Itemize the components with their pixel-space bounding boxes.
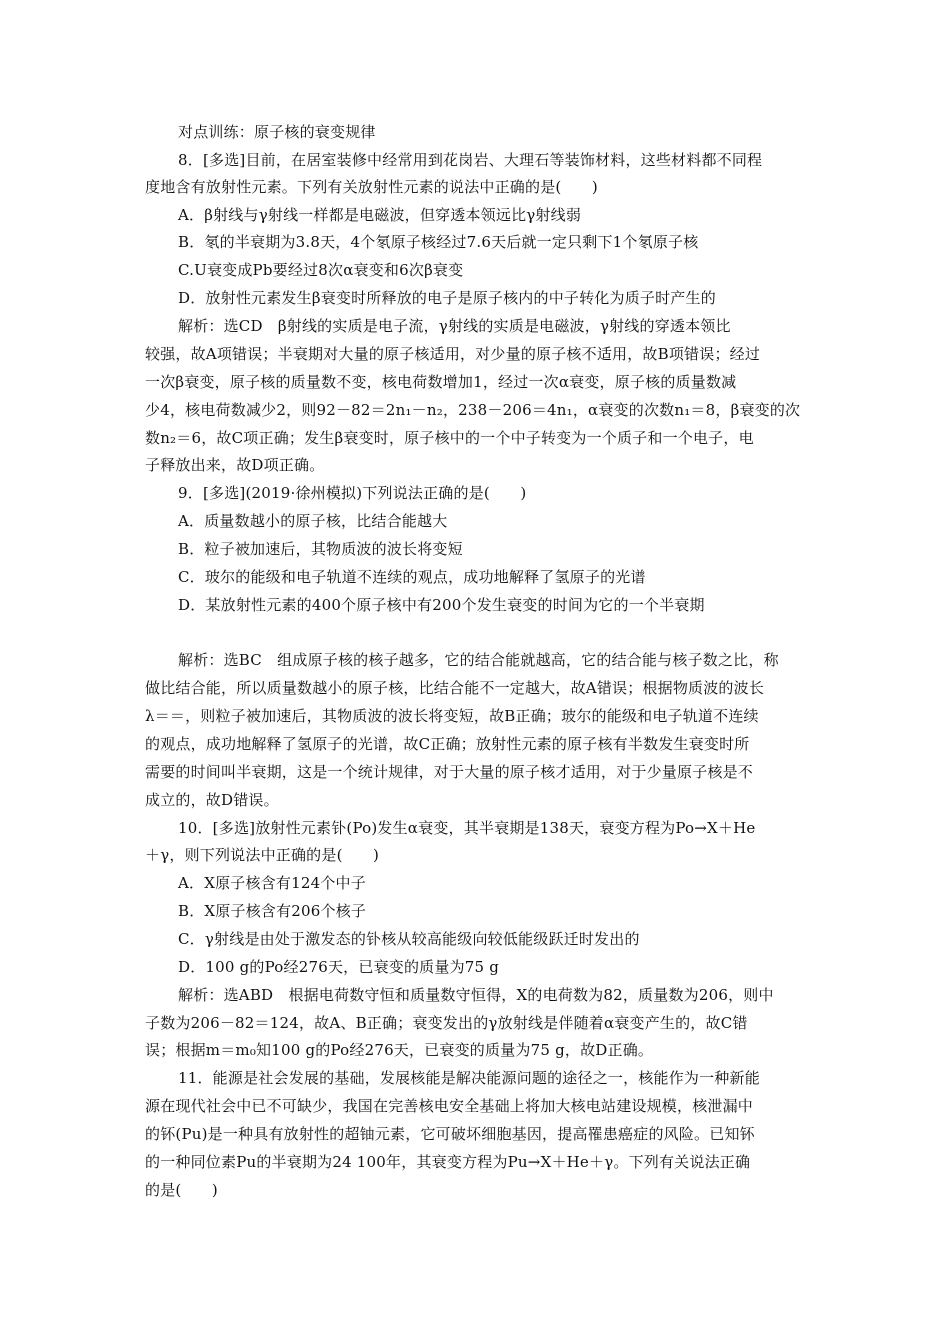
question-10-stem: ＋γ，则下列说法中正确的是( ): [145, 846, 380, 864]
question-8-analysis: 数n₂＝6，故C项正确；发生β衰变时，原子核中的一个中子转变为一个质子和一个电子，电: [145, 429, 754, 447]
question-9-analysis: 解析：选BC 组成原子核的核子越多，它的结合能就越高，它的结合能与核子数之比，称: [178, 651, 779, 669]
question-10-analysis: 子数为206－82＝124，故A、B正确；衰变发出的γ放射线是伴随着α衰变产生的，故C错: [145, 1014, 748, 1032]
question-9-option-a: A．质量数越小的原子核，比结合能越大: [178, 512, 448, 530]
question-10-option-c: C．γ射线是由处于激发态的钋核从较高能级向较低能级跃迁时发出的: [178, 930, 640, 948]
question-9-option-c: C．玻尔的能级和电子轨道不连续的观点，成功地解释了氢原子的光谱: [178, 568, 646, 586]
question-10-option-d: D．100 g的Po经276天，已衰变的质量为75 g: [178, 958, 500, 976]
question-11-stem: 的一种同位素Pu的半衰期为24 100年，其衰变方程为Pu→X＋He＋γ。下列有关说法正确: [145, 1153, 751, 1171]
question-10-analysis: 误；根据m＝m₀知100 g的Po经276天，已衰变的质量为75 g，故D正确。: [145, 1041, 654, 1059]
section-heading: 对点训练：原子核的衰变规律: [178, 123, 376, 141]
question-8-analysis: 一次β衰变，原子核的质量数不变，核电荷数增加1，经过一次α衰变，原子核的质量数减: [145, 373, 737, 391]
question-8-option-c: C.U衰变成Pb要经过8次α衰变和6次β衰变: [178, 261, 464, 279]
question-9-analysis: 的观点，成功地解释了氢原子的光谱，故C正确；放射性元素的原子核有半数发生衰变时所: [145, 735, 750, 753]
question-8-option-a: A．β射线与γ射线一样都是电磁波，但穿透本领远比γ射线弱: [178, 206, 582, 224]
question-9-option-b: B．粒子被加速后，其物质波的波长将变短: [178, 540, 463, 558]
question-8-analysis: 解析：选CD β射线的实质是电子流，γ射线的实质是电磁波，γ射线的穿透本领比: [178, 317, 731, 335]
question-9-option-d: D．某放射性元素的400个原子核中有200个发生衰变的时间为它的一个半衰期: [178, 596, 705, 614]
question-11-stem: 的钚(Pu)是一种具有放射性的超铀元素，它可破坏细胞基因，提高罹患癌症的风险。已知钚: [145, 1125, 755, 1143]
question-8-analysis: 子释放出来，故D项正确。: [145, 456, 325, 474]
question-8-analysis: 少4，核电荷数减少2，则92－82＝2n₁－n₂，238－206＝4n₁，α衰变的次数n₁＝8，β衰变的次: [145, 401, 801, 419]
question-8-stem: 度地含有放射性元素。下列有关放射性元素的说法中正确的是( ): [145, 178, 598, 196]
question-10-option-a: A．X原子核含有124个中子: [178, 874, 366, 892]
question-10-stem: 10．[多选]放射性元素钋(Po)发生α衰变，其半衰期是138天，衰变方程为Po→X＋He: [178, 819, 756, 837]
question-9-analysis: 需要的时间叫半衰期，这是一个统计规律，对于大量的原子核才适用，对于少量原子核是不: [145, 763, 754, 781]
question-10-analysis: 解析：选ABD 根据电荷数守恒和质量数守恒得，X的电荷数为82，质量数为206，则中: [178, 986, 774, 1004]
question-8-option-b: B．氡的半衰期为3.8天，4个氡原子核经过7.6天后就一定只剩下1个氡原子核: [178, 233, 699, 251]
question-9-stem: 9．[多选](2019·徐州模拟)下列说法正确的是( ): [178, 484, 527, 502]
question-8-analysis: 较强，故A项错误；半衰期对大量的原子核适用，对少量的原子核不适用，故B项错误；经过: [145, 345, 761, 363]
question-11-stem: 源在现代社会中已不可缺少，我国在完善核电安全基础上将加大核电站建设规模，核泄漏中: [145, 1097, 754, 1115]
question-9-analysis: 做比结合能，所以质量数越小的原子核，比结合能不一定越大，故A错误；根据物质波的波长: [145, 679, 765, 697]
question-10-option-b: B．X原子核含有206个核子: [178, 902, 367, 920]
question-11-stem: 11．能源是社会发展的基础，发展核能是解决能源问题的途径之一，核能作为一种新能: [178, 1069, 760, 1087]
question-8-option-d: D．放射性元素发生β衰变时所释放的电子是原子核内的中子转化为质子时产生的: [178, 289, 716, 307]
question-11-stem: 的是( ): [145, 1181, 218, 1199]
question-9-analysis: 成立的，故D错误。: [145, 791, 279, 809]
question-8-stem: 8．[多选]目前，在居室装修中经常用到花岗岩、大理石等装饰材料，这些材料都不同程: [178, 151, 763, 169]
question-9-analysis: λ＝＝，则粒子被加速后，其物质波的波长将变短，故B正确；玻尔的能级和电子轨道不连续: [145, 707, 759, 725]
